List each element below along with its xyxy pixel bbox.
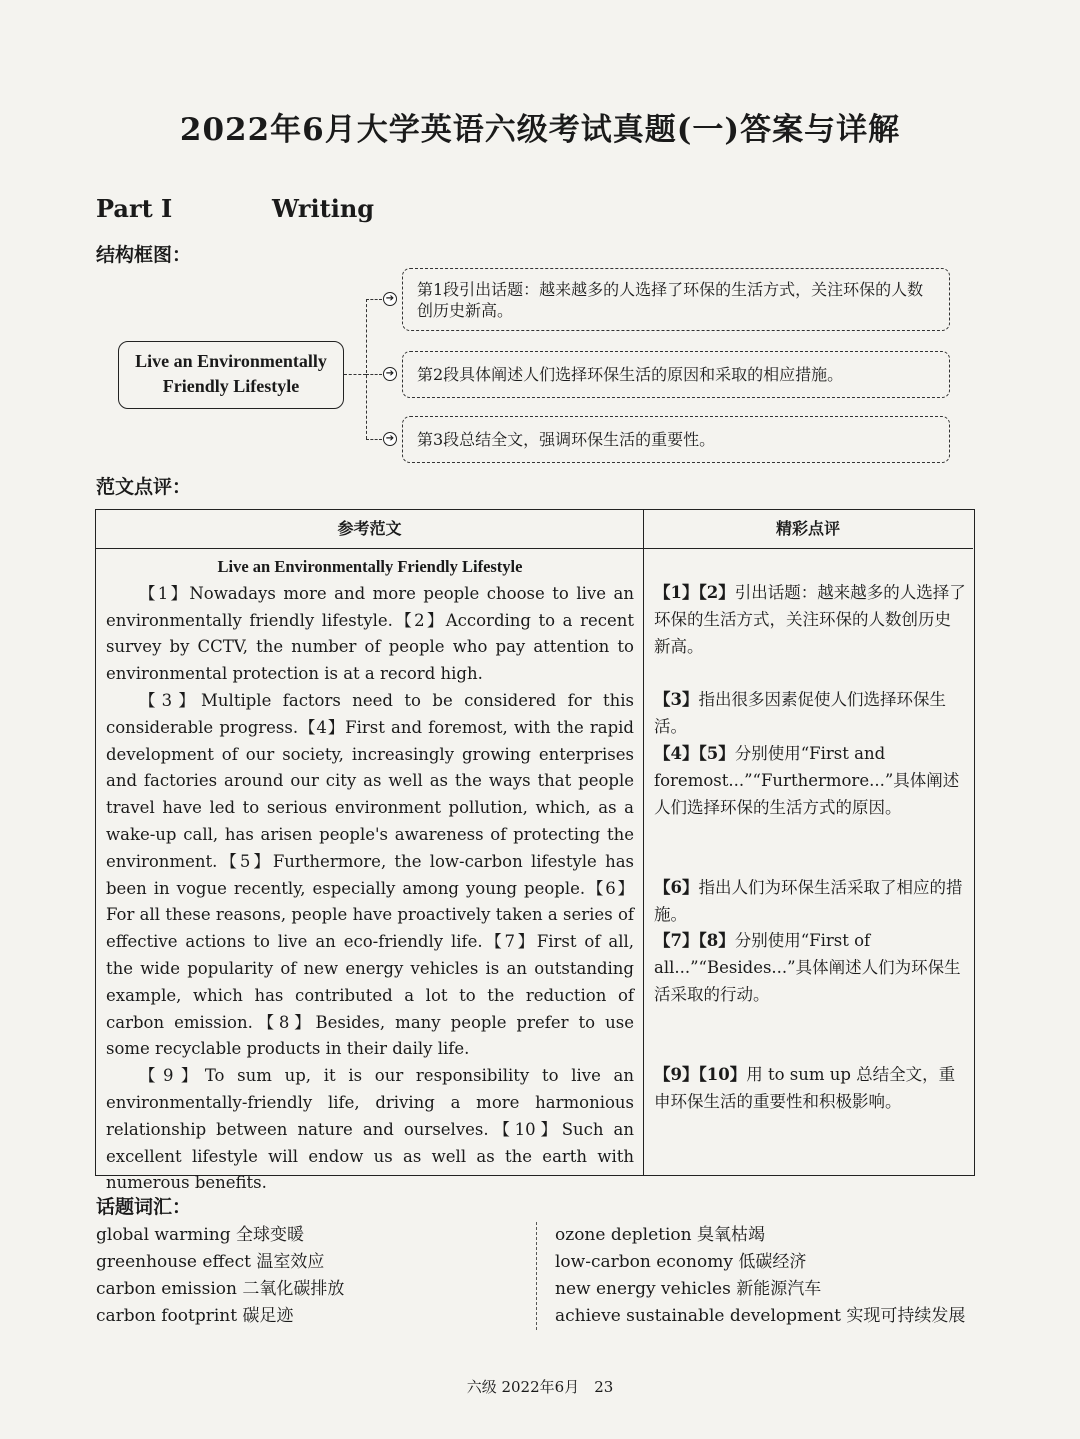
vocab-list-left: [96, 1222, 344, 1330]
vocab-item: new energy vehicles 新能源汽车: [555, 1279, 822, 1299]
vocab-item: carbon footprint 碳足迹: [96, 1306, 294, 1326]
essay-paragraph-1: 【1】Nowadays more and more people choose to live an environmentally friendly lifestyle.【2】According to a recent survey by CCTV, the number of people who pay attention to environmental protection is at a record high.: [106, 583, 634, 684]
comment-text: 指出很多因素促使人们选择环保生活。: [654, 690, 946, 736]
essay-paragraph-2: 【3】Multiple factors need to be considered for this considerable progress.【4】First and foremost, with the rapid development of our society, increasingly growing enterprises and factories around our city as well as the ways that people travel have led to serious environment pollution, which, as a wake-up call, has arisen people's awareness of protecting the environment.【5】Furthermore, the low-carbon lifestyle has been in vogue recently, especially among young people.【6】For all these reasons, people have proactively taken a series of effective actions to live an eco-friendly life.【7】First of all, the wide popularity of new energy vehicles is an outstanding example, which has contributed a lot to the reduction of carbon emission.【8】Besides, many people prefer to use some recyclable products in their daily life.: [106, 690, 634, 1059]
structure-label: 结构框图：: [96, 244, 192, 266]
diagram-connector: [366, 299, 382, 300]
comment-item: [654, 1062, 966, 1116]
essay-paragraph-3: 【9】To sum up, it is our responsibility to live an environmentally-friendly life, driving a more harmonious relationship between nature and ourselves.【10】Such an excellent lifestyle will endow us as well as the earth with numerous benefits.: [106, 1066, 634, 1193]
comment-item: [654, 580, 966, 660]
vocab-item: carbon emission 二氧化碳排放: [96, 1279, 345, 1299]
comment-tag: 【7】【8】: [654, 931, 735, 950]
arrow-right-icon: ➔: [383, 292, 397, 306]
comment-text: 引出话题：越来越多的人选择了环保的生活方式，关注环保的人数创历史新高。: [654, 583, 966, 656]
vocab-label: 话题词汇：: [96, 1196, 192, 1218]
part-number: Part Ⅰ: [96, 194, 173, 223]
table-header-comments: 精彩点评: [643, 510, 973, 549]
arrow-right-icon: ➔: [383, 367, 397, 381]
comment-text: 分别使用“First and foremost...”“Furthermore...”具体阐述人们选择环保的生活方式的原因。: [654, 744, 960, 817]
comment-tag: 【6】: [654, 878, 699, 897]
page-footer: 六级 2022年6月 23: [466, 1378, 614, 1396]
arrow-right-icon: ➔: [383, 432, 397, 446]
diagram-connector: [366, 374, 382, 375]
diagram-connector: [366, 439, 382, 440]
diagram-branch-2: 第2段具体阐述人们选择环保生活的原因和采取的相应措施。: [402, 351, 950, 398]
part-name: Writing: [272, 194, 375, 223]
column-divider: [643, 510, 644, 1175]
review-label: 范文点评：: [96, 476, 192, 498]
comment-text: 指出人们为环保生活采取了相应的措施。: [654, 878, 963, 924]
essay-column: [106, 554, 634, 1197]
essay-title: Live an Environmentally Friendly Lifestyle: [217, 557, 523, 576]
diagram-connector-vertical: [366, 299, 367, 439]
comment-item: [654, 741, 966, 821]
diagram-branch-1: 第1段引出话题：越来越多的人选择了环保的生活方式，关注环保的人数创历史新高。: [402, 268, 950, 331]
comment-item: [654, 875, 966, 929]
vocab-item: greenhouse effect 温室效应: [96, 1252, 325, 1272]
comment-tag: 【4】【5】: [654, 744, 735, 763]
vocab-item: ozone depletion 臭氧枯竭: [555, 1225, 766, 1245]
vocab-item: achieve sustainable development 实现可持续发展: [555, 1306, 966, 1326]
comment-tag: 【9】【10】: [654, 1065, 747, 1084]
comment-text: 用 to sum up 总结全文，重申环保生活的重要性和积极影响。: [654, 1065, 956, 1111]
comment-tag: 【1】【2】: [654, 583, 735, 602]
part-heading: [96, 194, 375, 223]
vocab-list-right: [555, 1222, 965, 1330]
vocab-item: low-carbon economy 低碳经济: [555, 1252, 807, 1272]
comment-tag: 【3】: [654, 690, 699, 709]
comment-text: 分别使用“First of all...”“Besides...”具体阐述人们为环保生活采取的行动。: [654, 931, 961, 1004]
comment-item: [654, 928, 966, 1008]
vocab-divider: [536, 1222, 537, 1330]
page-title: 2022年6月大学英语六级考试真题(一)答案与详解: [179, 112, 901, 148]
diagram-center-box: Live an Environmentally Friendly Lifestyle: [118, 341, 344, 409]
comment-item: [654, 687, 966, 741]
table-header-essay: 参考范文: [96, 510, 643, 549]
diagram-branch-3: 第3段总结全文，强调环保生活的重要性。: [402, 416, 950, 463]
vocab-item: global warming 全球变暖: [96, 1225, 305, 1245]
essay-table: [95, 509, 975, 1193]
diagram-connector: [344, 374, 366, 375]
